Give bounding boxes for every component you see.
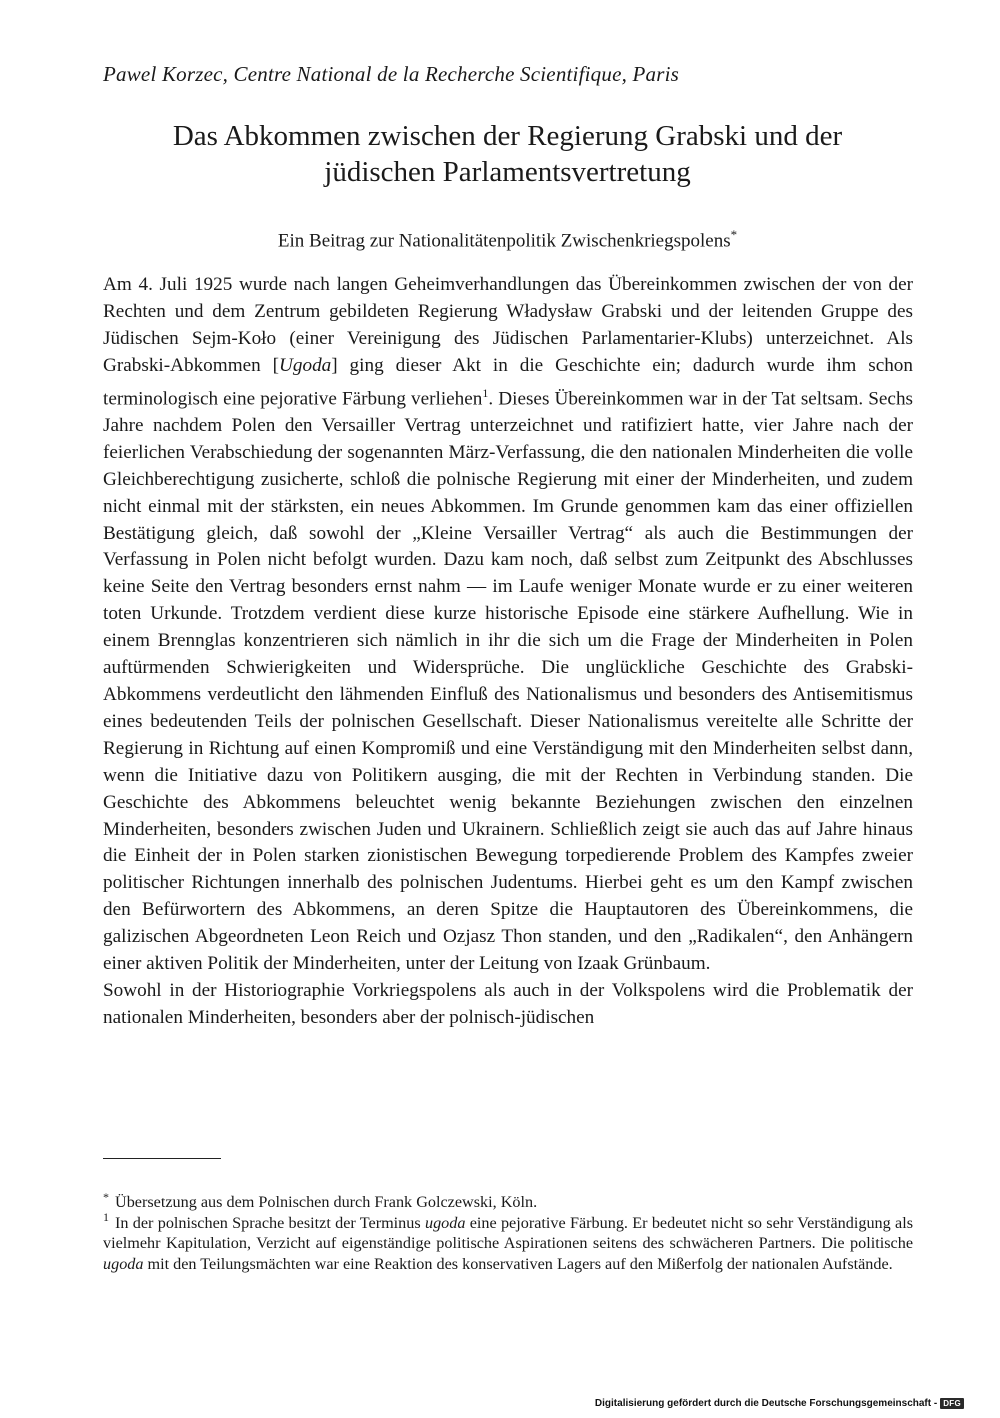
funding-text: Digitalisierung gefördert durch die Deutsche Forschungsgemeinschaft -	[594, 1398, 938, 1409]
para1-italic-term: Ugoda	[279, 354, 332, 376]
para1-text-a: Am 4. Juli 1925 wurde nach langen Geheimverhandlungen das Übereinkommen zwischen der von der Rechten und dem Zentrum gebildeten Regierung Władysław Grabski und der leitenden Gruppe des Jüdischen Sejm-Koło (einer Vereinigung des Jüdischen Parlamentarier-Klubs) unterzeichnet. Als Grabski-Abkommen [	[103, 274, 913, 376]
article-body	[103, 272, 913, 1032]
article-title	[100, 118, 915, 190]
footnote-star-mark: *	[103, 1189, 109, 1204]
funding-notice	[595, 1398, 964, 1409]
footnote-star-text: Übersetzung aus dem Polnischen durch Frank Golczewski, Köln.	[115, 1193, 538, 1211]
title-line-1: Das Abkommen zwischen der Regierung Grabski und der	[172, 120, 843, 152]
body-paragraph-2: Sowohl in der Historiographie Vorkriegspolens als auch in der Volkspolens wird die Problematik der nationalen Minderheiten, besonders aber der polnisch-jüdischen	[103, 979, 913, 1028]
footnote-1	[103, 1210, 914, 1275]
footnote-1-text-b: eine pejorative Färbung. Er bedeutet nicht so sehr Verständigung als vielmehr Kapitulation, Verzicht auf eigenständige politische Aspirationen seitens des schwächeren Partners. Die politische	[103, 1213, 914, 1252]
author-line: Pawel Korzec, Centre National de la Recherche Scientifique, Paris	[103, 62, 679, 86]
body-paragraph-1	[103, 272, 913, 978]
para1-text-c: . Dieses Übereinkommen war in der Tat seltsam. Sechs Jahre nachdem Polen den Versailler Vertrag unterzeichnet und ratifiziert hatte, vier Jahre nach der feierlichen Verabschiedung der sogenannten März-Verfassung, die den nationalen Minderheiten die volle Gleichberechtigung zusicherte, schloß die polnische Regierung mit einer der Minderheiten, und zudem nicht einmal mit der stärksten, ein neues Abkommen. Im Grunde genommen kam das einer offiziellen Bestätigung gleich, daß sowohl der „Kleine Versailler Vertrag“ als auch die Bestimmungen der Verfassung in Polen nicht befolgt wurden. Dazu kam noch, daß selbst zum Zeitpunkt des Abschlusses keine Seite den Vertrag besonders ernst nahm — im Laufe weniger Monate wurde er zu einer weiteren toten Urkunde. Trotzdem verdient diese kurze historische Episode eine stärkere Aufhellung. Wie in einem Brennglas konzentrieren sich nämlich in ihr die sich um die Frage der Minderheiten in Polen auftürmenden Schwierigkeiten und Widersprüche. Die unglückliche Geschichte des Grabski-Abkommens verdeutlicht den lähmenden Einfluß des Nationalismus und besonders des Antisemitismus eines bedeutenden Teils der polnischen Gesellschaft. Dieser Nationalismus vereitelte alle Schritte der Regierung in Richtung auf einen Kompromiß und eine Verständigung mit den Minderheiten selbst dann, wenn die Initiative dazu von Politikern ausging, die mit der Rechten in Verbindung standen. Die Geschichte des Abkommens beleuchtet wenig bekannte Beziehungen zwischen den einzelnen Minderheiten, besonders zwischen Juden und Ukrainern. Schließlich zeigt sie auch das auf Jahre hinaus die Einheit der in Polen starken zionistischen Bewegung torpedierende Problem des Kampfes zweier politischer Richtungen innerhalb des polnischen Judentums. Hierbei geht es um den Kampf zwischen den Befürwortern des Abkommens, an deren Spitze die Hauptautoren des Übereinkommens, die galizischen Abgeordneten Leon Reich und Ozjasz Thon standen, und den „Radikalen“, den Anhängern einer aktiven Politik der Minderheiten, unter der Leitung von Izaak Grünbaum.	[103, 388, 913, 975]
footnote-1-text-a: In der polnischen Sprache besitzt der Terminus	[115, 1213, 425, 1232]
para1-text-b: ] ging dieser Akt in die Geschichte ein; dadurch wurde ihm schon terminologisch eine pejorative Färbung verliehen	[103, 354, 913, 410]
footnote-star	[103, 1189, 913, 1213]
dfg-logo-icon: DFG	[940, 1398, 964, 1409]
article-subtitle	[100, 227, 915, 252]
footnote-divider	[103, 1158, 221, 1159]
footnote-1-italic-a: ugoda	[424, 1213, 466, 1232]
footnotes	[103, 1189, 914, 1274]
subtitle-text: Ein Beitrag zur Nationalitätenpolitik Zwischenkriegspolens	[277, 230, 731, 252]
footnote-ref-1: 1	[482, 385, 489, 400]
footnote-1-text-c: mit den Teilungsmächten war eine Reaktion des konservativen Lagers auf den Mißerfolg der nationalen Aufstände.	[143, 1254, 893, 1273]
footnote-1-italic-b: ugoda	[103, 1254, 144, 1273]
title-line-2: jüdischen Parlamentsvertretung	[324, 156, 691, 188]
subtitle-footnote-mark: *	[730, 227, 738, 242]
footnote-1-mark: 1	[103, 1210, 109, 1225]
